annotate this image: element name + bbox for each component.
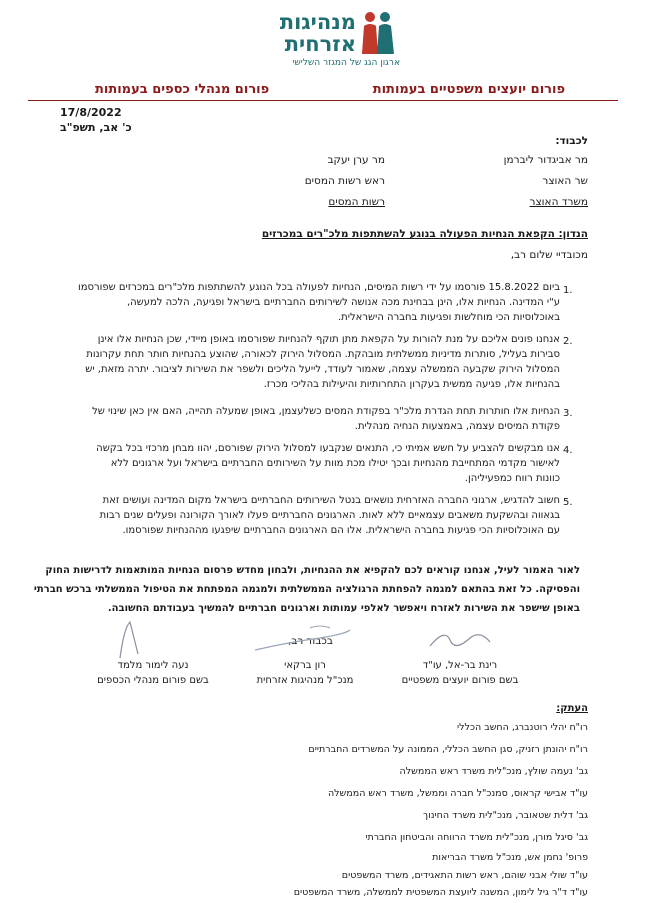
paragraph-line: אנו מבקשים להצביע על חשש אמיתי כי, התנאים שנקבעו למסלול הירוק שפורסם, יהוו מבחן מרכזי בכל בקשה	[96, 443, 560, 454]
paragraph-line: עם האוכלוסיות הכי פגיעות בחברה הישראלית. אלו הם הארגונים החברתיים שיפגעו מההנחיות שפורסמו.	[122, 525, 560, 536]
recipient-title: שר האוצר	[542, 175, 588, 187]
closing-paragraph	[28, 561, 580, 618]
subject-line: הנדון: הקפאת הנחיות הפעולה בנוגע להשתתפות מלכ"רים במכרזים	[261, 228, 588, 240]
paragraph-line: בהנחיות אלו, פגיעה ממשית בעקרון התחרותיות והיעילות בהליכי מכרז.	[263, 379, 560, 390]
signer-role: מנכ"ל מנהיגות אזרחית	[256, 675, 354, 686]
logo-text-line2: אזרחית	[284, 32, 356, 56]
cc-item: רו"ח יהונתן רזניק, סגן החשב הכללי, הממונה על המשרדים החברתיים	[308, 744, 588, 755]
cc-item: עו"ד שולי אבני שוהם, ראש רשות התאגידים, משרד המשפטים	[341, 870, 588, 881]
paragraph-line: לאישור מקדמי המתחייבת מהנחיות ובכך יטילו מכת מוות על השירותים החברתיים בישראל ועל ארגונים ללא	[110, 458, 560, 469]
item-number: 3.	[563, 408, 573, 419]
cc-item: עו"ד ד"ר גיל לימון, המשנה ליועצת המשפטית לממשלה, משרד המשפטים	[293, 887, 588, 898]
paragraph-line: הנחיות אלו חותרות תחת הגדרת מלכ"ר בפקודת המסים כשלעצמן, באופן שמעלה תהייה, האם אין כאן שינוי של	[92, 406, 560, 417]
cc-item: גב' נעמה שולץ, מנכ"לית משרד ראש הממשלה	[399, 766, 588, 777]
item-number: 1.	[563, 285, 573, 296]
signer-role: בשם פורום יועצים משפטיים	[401, 675, 519, 686]
date-hebrew: כ' אב, תשפ"ב	[60, 121, 132, 134]
paragraph-line: באוכלוסיות הכי מוחלשות ופגיעות בחברה הישראלית.	[338, 312, 560, 323]
signature-block-3	[88, 658, 218, 688]
greeting: מכובדיי שלום רב,	[510, 249, 588, 261]
header-divider	[28, 100, 618, 101]
regards: בכבוד רב,	[288, 635, 333, 647]
signer-name: נעה לימור מלמד	[117, 660, 189, 671]
cc-item: פרופ' נחמן אש, מנכ"ל משרד הבריאות	[432, 852, 588, 863]
cc-item: גב' דלית שטאובר, מנכ"לית משרד החינוך	[423, 810, 588, 821]
date-gregorian: 17/8/2022	[60, 106, 122, 119]
forum-finance-title: פורום מנהלי כספים בעמותות	[95, 82, 270, 97]
logo-tagline: ארגון הגג של המגזר השלישי	[292, 58, 400, 68]
forum-legal-title: פורום יועצים משפטיים בעמותות	[372, 82, 565, 97]
paragraph-1	[46, 280, 560, 325]
signer-role: בשם פורום מנהלי הכספים	[97, 675, 209, 686]
paragraph-4	[46, 441, 560, 486]
closing-line: באופן שישפר את השירות לאזרח ויאפשר לאלפי עמותות וארגונים חברתיים להמשיך בעבודתם החשובה.	[107, 603, 580, 614]
closing-line: והפסיקה. כל זאת בהתאם למגמה להפחתת הרגולציה הממשלתית ולמגמה המפתחת את הטיפול הממשלתי ברכש חברתי	[33, 584, 580, 595]
signature-block-2	[240, 658, 370, 688]
signature-block-1	[385, 658, 535, 688]
recipient-office: משרד האוצר	[529, 196, 588, 208]
people-logo-icon	[358, 10, 398, 56]
paragraph-line: המסלול הירוק שקבעה הממשלה עצמה, שאמור לעודד, לייעל הליכים ולשפר את השירות לציבור. יתרה מזאת, יש	[85, 364, 560, 375]
organization-logo	[250, 8, 400, 70]
recipient-block-right	[428, 153, 588, 210]
paragraph-line: ביום 15.8.2022 פורסמו על ידי רשות המיסים, הנחיות לפעולה בכל הנוגע להשתתפות מלכ"רים במכרזים שפורסמו	[78, 282, 560, 293]
signature-rinat	[420, 618, 500, 658]
paragraph-line: אנחנו פונים אליכם על מנת להורות על הקפאת מתן תוקף להנחיות שפורסמו באופן מיידי, שכן הנחיות אלו אינן	[97, 334, 560, 345]
cc-item: גב' סיגל מורן, מנכ"לית משרד הרווחה והביטחון החברתי	[365, 832, 588, 843]
closing-line: לאור האמור לעיל, אנחנו קוראים לכם להקפיא את ההנחיות, ולבחון מחדש פרסום הנחיות המותאמות לדרישות החוק	[45, 565, 580, 576]
signer-name: רון ברקאי	[284, 660, 326, 671]
item-number: 4.	[563, 445, 573, 456]
signature-ron	[250, 620, 360, 660]
recipient-office: רשות המסים	[328, 196, 385, 208]
recipient-title: ראש רשות המסים	[304, 175, 385, 187]
paragraph-line: כוונות רווח כמפעיליהן.	[464, 473, 560, 484]
to-label: לכבוד:	[555, 135, 588, 147]
cc-item: רו"ח יהלי רוטנברג, החשב הכללי	[457, 722, 588, 733]
cc-label: העתק:	[556, 703, 588, 714]
signature-noa	[110, 618, 150, 662]
logo-text-line1: מנהיגות	[279, 10, 356, 34]
item-number: 2.	[563, 336, 573, 347]
paragraph-line: ע"י המדינה. הנחיות אלו, הינן בבחינת מכה אנושה לשירותים החברתיים בישראל ופגיעה, הלכה למעשה,	[126, 297, 560, 308]
recipient-block-left	[225, 153, 385, 210]
paragraph-line: חשוב להדגיש, ארגוני החברה האזרחית נושאים בנטל השירותים החברתיים בישראל מקום המדינה ועושים זאת	[102, 495, 560, 506]
recipient-name: מר אביגדור ליברמן	[503, 154, 588, 166]
recipient-name: מר ערן יעקב	[327, 154, 385, 166]
paragraph-line: פקודת המיסים עצמה, באמצעות הנחיה מנהלית.	[354, 421, 560, 432]
signer-name: רינת בר-אל, עו"ד	[422, 660, 498, 671]
cc-item: עו"ד אבישי קראוס, סמנכ"ל חברה וממשל, משרד ראש הממשלה	[327, 788, 588, 799]
paragraph-line: סבירות בעליל, סותרות מדיניות ממשלתית מובהקת. המסלול הירוק לכאורה, שהוצע בהנחיות חותר תחת עקרונות	[86, 349, 560, 360]
paragraph-line: בגאווה ובהשקעת משאבים עצמאיים ללא לאות. הארגונים החברתיים פעלו לאורך הקורונה ופעלים שנים רבות	[99, 510, 560, 521]
paragraph-3	[46, 404, 560, 434]
item-number: 5.	[563, 497, 573, 508]
paragraph-5	[46, 493, 560, 538]
paragraph-2	[46, 332, 560, 392]
